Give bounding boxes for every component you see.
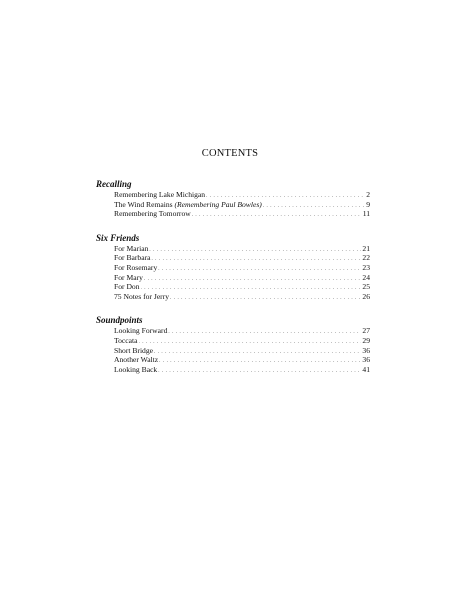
entry-subtitle: (Remembering Paul Bowles) — [174, 199, 262, 209]
page-number: 27 — [362, 326, 370, 336]
toc-entry — [96, 200, 370, 210]
entry-title — [114, 190, 205, 200]
entry-title: Looking Back — [114, 364, 158, 374]
toc-section-recalling — [96, 179, 370, 219]
entry-title-text: The Wind Remains — [114, 199, 175, 209]
dot-leader — [170, 292, 361, 304]
page-number: 11 — [362, 209, 370, 219]
toc-entry — [96, 326, 370, 336]
table-of-contents — [96, 179, 370, 388]
page-number: 36 — [362, 355, 370, 365]
toc-section-soundpoints — [96, 315, 370, 374]
page-number: 29 — [362, 335, 370, 345]
toc-entry — [96, 292, 370, 302]
section-title: Recalling — [96, 179, 132, 189]
entry-title: For Rosemary — [114, 262, 158, 272]
entry-title — [114, 209, 191, 219]
page-number: 24 — [362, 272, 370, 282]
entry-title-text: Remembering Tomorrow — [114, 209, 191, 219]
page-number: 25 — [362, 282, 370, 292]
toc-entry — [96, 253, 370, 263]
entry-title — [114, 200, 262, 210]
entry-title: For Marian — [114, 243, 149, 253]
toc-entry — [96, 273, 370, 283]
page-number: 41 — [362, 364, 370, 374]
toc-entry — [96, 346, 370, 356]
page-number: 9 — [366, 199, 370, 209]
toc-entry — [96, 190, 370, 200]
toc-entry — [96, 336, 370, 346]
section-title: Six Friends — [96, 232, 140, 243]
entry-title-text: Remembering Lake Michigan — [114, 190, 206, 199]
page-number: 21 — [362, 243, 370, 253]
toc-entry — [96, 263, 370, 273]
entry-title: Toccata — [114, 335, 138, 345]
entry-title: For Barbara — [114, 253, 151, 263]
entry-title: Another Waltz — [114, 355, 159, 365]
page-number: 23 — [362, 262, 370, 272]
toc-entry — [96, 355, 370, 365]
toc-section-six-friends — [96, 233, 370, 302]
page-number: 26 — [362, 291, 370, 301]
section-title: Soundpoints — [96, 315, 143, 326]
dot-leader — [192, 209, 362, 221]
page-number: 22 — [362, 253, 370, 263]
entry-title: For Don — [114, 282, 140, 292]
dot-leader — [158, 365, 361, 377]
entry-title: Looking Forward — [114, 326, 168, 336]
entry-title: For Mary — [114, 272, 143, 282]
toc-entry — [96, 365, 370, 375]
entry-title: Short Bridge — [114, 345, 154, 355]
toc-entry — [96, 209, 370, 219]
entry-title: 75 Notes for Jerry — [114, 291, 170, 301]
page-number: 2 — [366, 190, 370, 199]
toc-entry — [96, 282, 370, 292]
contents-heading: CONTENTS — [201, 148, 259, 159]
toc-entry — [96, 244, 370, 254]
page-number: 36 — [362, 345, 370, 355]
